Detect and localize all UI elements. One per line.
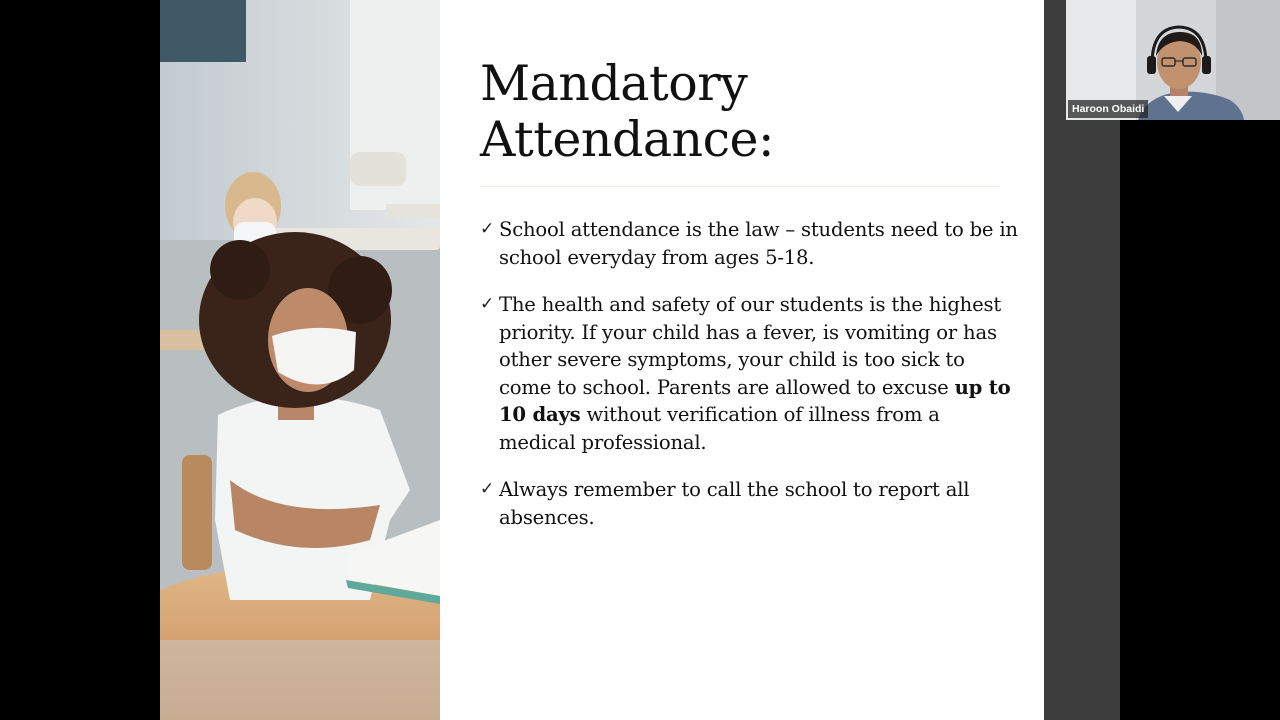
- bullet-list: [480, 216, 1020, 551]
- participant-video-tile[interactable]: [1066, 0, 1280, 120]
- checkmark-icon: ✓: [480, 294, 495, 314]
- bullet-text-part: The health and safety of our students is the highest priority. If your child has a fever, is vomiting or has other severe symptoms, your child is too sick to come to school. Parents are allowed to excuse: [499, 293, 1002, 399]
- bullet-bold-text: up to 10 days: [499, 375, 1011, 426]
- bullet-text-part: without verification of illness from a medical professional.: [499, 403, 940, 454]
- checkmark-icon: ✓: [480, 219, 495, 239]
- slide-title-line-2: Attendance:: [480, 111, 775, 168]
- bullet-text: [499, 291, 1020, 456]
- participant-name-label: Haroon Obaidi: [1068, 100, 1148, 118]
- bullet-item: [480, 476, 1020, 531]
- bullet-item: [480, 291, 1020, 456]
- presentation-slide: [440, 0, 1044, 720]
- checkmark-icon: ✓: [480, 479, 495, 499]
- slide-title-line-1: Mandatory: [480, 55, 748, 112]
- classroom-photo-illustration: [160, 0, 440, 720]
- title-divider: [480, 186, 1000, 187]
- bullet-text: Always remember to call the school to report all absences.: [499, 478, 970, 529]
- left-black-band: [0, 0, 160, 720]
- classroom-photo: [160, 0, 440, 720]
- slide-title: [480, 56, 774, 168]
- bullet-item: [480, 216, 1020, 271]
- bullet-text: School attendance is the law – students need to be in school everyday from ages 5-18.: [499, 218, 1018, 269]
